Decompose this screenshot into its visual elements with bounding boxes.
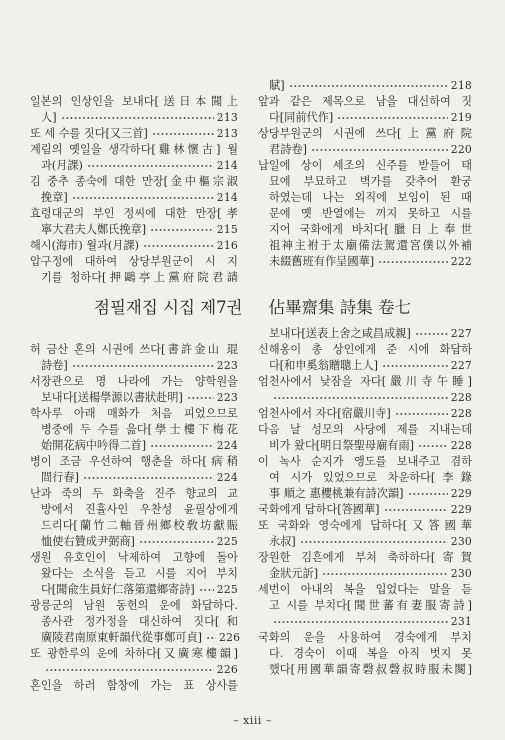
toc-entry — [30, 254, 238, 286]
toc-page-number: 220 — [450, 143, 472, 156]
toc-entry-last-line — [258, 326, 472, 342]
toc-entry-title-line: 김 중추 종숙에 대한 만장[金中樞宗淑 — [30, 175, 238, 188]
toc-top-left-column — [30, 94, 238, 286]
toc-entry — [258, 78, 472, 94]
toc-page-number: 218 — [450, 79, 472, 92]
toc-entry-title: 廣陵君南原東軒韻代從事鄭可貞] — [41, 631, 202, 644]
toc-bottom-left-column — [30, 342, 241, 694]
toc-entry — [30, 678, 238, 694]
toc-bottom-right-column — [258, 326, 472, 678]
dot-leader — [322, 566, 448, 582]
toc-entry-last-line — [258, 534, 472, 550]
toc-page-number: 228 — [450, 407, 472, 420]
toc-page-number: 227 — [450, 327, 472, 340]
toc-page-number: 213 — [216, 127, 238, 140]
toc-entry-last-line — [258, 142, 472, 158]
toc-entry-title: 비가 왔다[明日祭聖母廟有雨] — [269, 439, 415, 452]
toc-entry — [258, 126, 472, 158]
toc-entry-title-line: 난과 죽의 두 화축을 진주 향교의 교 — [30, 487, 238, 500]
section-heading-korean: 점필재집 시집 제7권 — [94, 298, 243, 317]
dot-leader — [311, 142, 448, 158]
toc-entry-last-line — [258, 438, 472, 454]
toc-entry — [258, 518, 472, 550]
toc-entry-last-line — [30, 662, 238, 678]
toc-entry-title: 金狀元訢] — [269, 567, 319, 580]
toc-page-number: 213 — [216, 111, 238, 124]
toc-entry-last-line — [258, 358, 472, 374]
dot-leader — [384, 502, 448, 518]
toc-entry-title: 恤使右贊成尹弼商] — [41, 535, 135, 548]
toc-entry-title-line: 문에 옛 반열에는 끼지 못하고 시를 — [269, 207, 472, 220]
toc-page-number: 228 — [450, 439, 472, 452]
toc-page-number: 229 — [450, 503, 472, 516]
toc-entry — [30, 174, 238, 206]
toc-entry-title-line: 했다[用國華韻寄磬叔磬叔時服未闋] — [269, 663, 472, 676]
toc-entry — [258, 550, 472, 582]
dot-leader — [378, 254, 448, 270]
dot-leader — [72, 358, 214, 374]
toc-entry-title: 보내다[送表上舍之咸昌成親] — [269, 327, 411, 340]
toc-entry — [258, 502, 472, 518]
toc-entry-last-line — [258, 406, 472, 422]
toc-entry-last-line — [30, 390, 238, 406]
toc-entry-title: 해시(海市) 월과(月課) — [30, 239, 139, 252]
toc-entry — [30, 646, 238, 678]
toc-page-number: 227 — [450, 359, 472, 372]
dot-leader — [395, 406, 448, 422]
toc-page-number: 224 — [216, 439, 238, 452]
toc-entry-title: 未綴舊班有作呈國華] — [269, 255, 375, 268]
toc-entry-title-line: 이 녹사 순지가 앵도를 보내주고 겸하 — [258, 455, 472, 468]
toc-entry-title-line: 학사루 아래 매화가 처음 피었으므로 — [30, 407, 238, 420]
toc-entry-title-line: 엄천사에서 낮잠을 자다[嚴川寺午睡] — [258, 375, 472, 388]
toc-entry-last-line — [30, 110, 238, 126]
toc-entry-title-line: 祖神主祔于太廟備法駕還宮僕以外補 — [269, 239, 472, 252]
toc-entry-title-line: 일본의 인상인을 보내다[送日本聞上 — [30, 95, 238, 108]
section-heading-hanja: 佔畢齋集 詩集 卷七 — [268, 298, 411, 317]
toc-entry-last-line — [30, 126, 238, 142]
toc-entry-title-line: 국화의 운을 사용하여 경숙에게 부치 — [258, 631, 472, 644]
toc-entry-title-line: 다음 날 성모의 사당에 제를 지내는데 — [258, 423, 472, 436]
toc-entry-title: 間行春] — [41, 471, 79, 484]
toc-entry-title-line: 기를 청하다[押鷗亭上黨府院君請 — [41, 271, 238, 284]
dot-leader — [418, 438, 448, 454]
toc-entry-title: 또 세 수를 짓다[又三首] — [30, 127, 148, 140]
toc-entry — [30, 550, 238, 598]
toc-entry-title: 엄천사에서 자다[宿嚴川寺] — [258, 407, 391, 420]
toc-entry-title-line: 세번이 아내의 복을 입었다는 말을 듣 — [258, 583, 472, 596]
page-number-footer: – xiii – — [233, 714, 272, 727]
toc-entry — [30, 238, 238, 254]
dot-leader — [150, 438, 214, 454]
dot-leader — [300, 534, 448, 550]
toc-entry-title-line: 병이 조금 우선하여 행춘을 하다[病稍 — [30, 455, 238, 468]
toc-entry-title: 보내다[送楊學源以書狀赴明] — [41, 391, 183, 404]
section-heading — [0, 297, 505, 319]
toc-entry-title-line: 압구정에 대하여 상당부원군이 시 지 — [30, 255, 238, 268]
toc-entry-title-line: 병중에 두 수를 읊다[學士樓下梅花 — [41, 423, 238, 436]
toc-entry-title-line: 종사관 정가정을 대신하여 짓다[和 — [41, 615, 238, 628]
toc-entry-title: 始開花病中吟得二首] — [41, 439, 147, 452]
toc-entry-last-line — [30, 470, 238, 486]
toc-entry-title: 挽章] — [41, 191, 68, 204]
toc-page-number: 225 — [216, 535, 238, 548]
dot-leader — [187, 390, 214, 406]
toc-entry-title-line: 상당부원군의 시권에 쓰다[上黨府院 — [258, 127, 472, 140]
toc-entry-last-line — [30, 158, 238, 174]
dot-leader — [143, 238, 214, 254]
dot-leader — [45, 662, 214, 678]
toc-entry-title-line: 납일에 상이 세조의 신주를 받들어 태 — [258, 159, 472, 172]
toc-top-right-column — [258, 78, 472, 270]
toc-entry-title: 人] — [41, 111, 57, 124]
toc-entry — [258, 582, 472, 630]
toc-entry-title-line: 하였는데 나는 외직에 보임이 된 때 — [269, 191, 472, 204]
toc-page-number: 229 — [450, 487, 472, 500]
toc-entry-last-line — [30, 190, 238, 206]
toc-entry — [258, 94, 472, 126]
toc-page-number: 214 — [216, 191, 238, 204]
toc-entry-title-line: 드리다[蘭竹二軸晉州鄉校敎坊獻賑 — [41, 519, 238, 532]
toc-entry — [258, 630, 472, 678]
toc-entry-title-line: 신해옹이 총 상인에게 준 시에 화답하 — [258, 343, 472, 356]
toc-page-number: 228 — [450, 391, 472, 404]
toc-entry-last-line — [258, 566, 472, 582]
toc-entry-title-line: 생원 유호인이 낙제하여 고향에 돌아 — [30, 551, 238, 564]
dot-leader — [199, 582, 214, 598]
toc-entry-title-line: 앞과 같은 제목으로 남을 대신하여 짓 — [258, 95, 472, 108]
toc-entry-last-line — [258, 502, 472, 518]
toc-entry — [258, 326, 472, 342]
toc-entry-title: 詩卷] — [41, 359, 68, 372]
toc-page-number: 216 — [216, 239, 238, 252]
dot-leader — [150, 222, 214, 238]
toc-page-number: 215 — [216, 223, 238, 236]
toc-entry-title-line: 방에서 진휼사인 우찬성 윤필상에게 — [41, 503, 238, 516]
toc-entry-title: 君詩卷] — [269, 143, 307, 156]
toc-page-number: 219 — [450, 111, 472, 124]
toc-entry-title-line: 지어 국화에게 바치다[臘日上奉世 — [269, 223, 472, 236]
toc-entry-title: 다[聞兪生員好仁落第還鄉寄詩] — [41, 583, 195, 596]
toc-entry-title-line: 광릉군의 남원 동헌의 운에 화답하다. — [30, 599, 238, 612]
toc-entry-title: 事 順之 惠櫻桃兼有詩次韻] — [269, 487, 404, 500]
dot-leader — [72, 190, 214, 206]
toc-entry-last-line — [258, 486, 472, 502]
dot-leader — [152, 126, 214, 142]
toc-page-number: 224 — [216, 471, 238, 484]
toc-page-number: 230 — [450, 567, 472, 580]
toc-entry-last-line — [258, 390, 472, 406]
toc-entry-title-line: 서장관으로 명 나라에 가는 양학원을 — [30, 375, 238, 388]
toc-entry-title-line: 왔다는 소식을 듣고 시를 지어 부치 — [41, 567, 238, 580]
toc-entry-title-line: 장원한 김흔에게 부쳐 축하하다[寄賀 — [258, 551, 472, 564]
toc-entry — [30, 486, 238, 550]
toc-entry — [30, 206, 238, 238]
toc-page-number: 214 — [216, 159, 238, 172]
toc-entry-last-line — [30, 438, 238, 454]
toc-entry-title: 국화에게 답하다[答國華] — [258, 503, 380, 516]
toc-entry — [30, 126, 238, 142]
toc-entry-title-line: 여 시가 있었으므로 차운하다[李錄 — [269, 471, 472, 484]
toc-entry-title: 寧大君夫人鄭氏挽章] — [41, 223, 147, 236]
dot-leader — [87, 158, 214, 174]
toc-entry-last-line — [258, 78, 472, 94]
toc-page-number: 231 — [450, 615, 472, 628]
toc-entry-title: 과(月課) — [41, 159, 83, 172]
toc-entry — [258, 422, 472, 454]
toc-entry — [30, 94, 238, 126]
toc-entry-title-line: 묘에 부묘하고 벽가를 갖추어 환궁 — [269, 175, 472, 188]
dot-leader — [408, 486, 448, 502]
toc-entry-last-line — [258, 254, 472, 270]
toc-entry-title-line: 혼인을 하러 함창에 가는 표 상사를 — [30, 679, 238, 692]
dot-leader — [337, 110, 447, 126]
toc-entry — [30, 142, 238, 174]
toc-page-number: 226 — [216, 663, 238, 676]
toc-entry-title-line: 허 금산 혼의 시권에 쓰다[書許金山 琨 — [30, 343, 238, 356]
toc-entry-title-line: 효령대군의 부인 정씨에 대한 만장[孝 — [30, 207, 238, 220]
toc-page-number: 226 — [219, 631, 241, 644]
dot-leader — [139, 534, 214, 550]
toc-page-number: 225 — [216, 583, 238, 596]
toc-entry — [30, 598, 241, 646]
toc-entry-last-line — [30, 222, 238, 238]
dot-leader — [61, 110, 214, 126]
toc-entry — [30, 374, 238, 406]
dot-leader — [289, 78, 448, 94]
toc-page-number: 230 — [450, 535, 472, 548]
toc-entry-last-line — [30, 238, 238, 254]
dot-leader — [415, 326, 448, 342]
toc-entry-title: 다[和申奚翁贈聰上人] — [269, 359, 379, 372]
toc-entry-title: 賦] — [269, 79, 285, 92]
dot-leader — [382, 358, 448, 374]
toc-entry-last-line — [30, 630, 241, 646]
toc-entry — [258, 158, 472, 270]
toc-entry-last-line — [258, 614, 472, 630]
toc-entry-title-line: 고 시를 부치다[聞世蕃有妻服寄詩] — [269, 599, 472, 612]
toc-entry — [30, 454, 238, 486]
toc-entry-last-line — [258, 110, 472, 126]
toc-entry-title-line: 또 국화와 영숙에게 답하다[又答國華 — [258, 519, 472, 532]
toc-entry-title: 다[同前代作] — [269, 111, 334, 124]
toc-entry — [258, 342, 472, 374]
toc-entry-title-line: 계림의 옛일을 생각하다[雞林懷古] 월 — [30, 143, 238, 156]
toc-entry-last-line — [30, 582, 238, 598]
toc-entry-title: 永叔] — [269, 535, 296, 548]
dot-leader — [206, 630, 216, 646]
toc-entry — [30, 406, 238, 454]
toc-entry — [258, 374, 472, 406]
dot-leader — [273, 390, 448, 406]
toc-entry — [258, 454, 472, 502]
toc-entry — [258, 406, 472, 422]
toc-entry-last-line — [30, 534, 238, 550]
toc-entry-title-line: 또 광한루의 운에 차하다[又廣寒樓韻] — [30, 647, 238, 660]
dot-leader — [273, 614, 448, 630]
toc-page-number: 223 — [216, 391, 238, 404]
toc-entry-title-line: 다. 경숙이 이때 복을 아직 벗지 못 — [269, 647, 472, 660]
toc-entry — [30, 342, 238, 374]
toc-page-number: 223 — [216, 359, 238, 372]
toc-entry-last-line — [30, 358, 238, 374]
toc-page-number: 222 — [450, 255, 472, 268]
dot-leader — [83, 470, 214, 486]
